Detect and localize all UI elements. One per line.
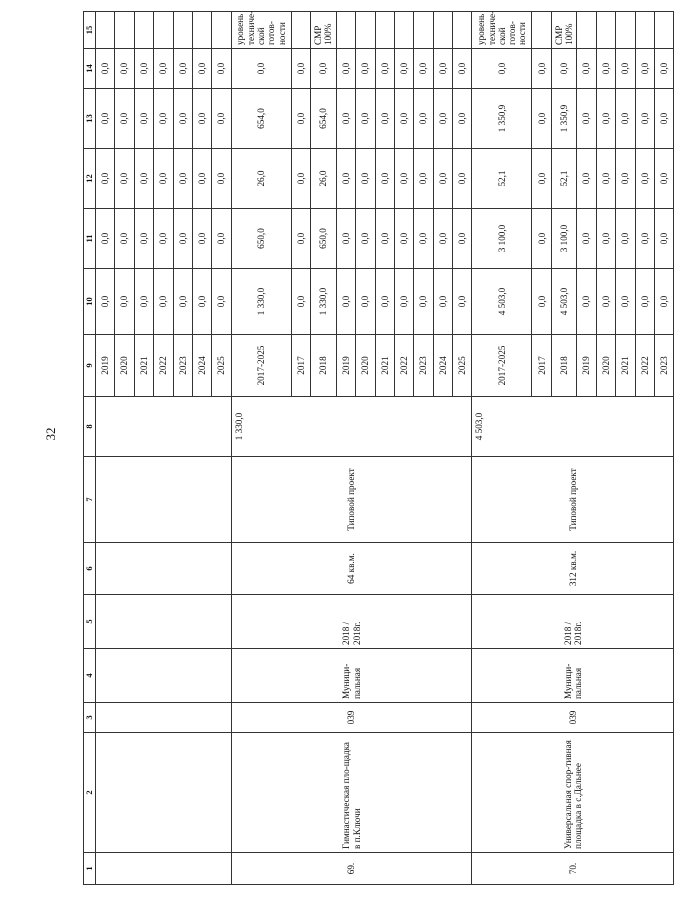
amount-cell-v14: 0,0	[154, 49, 173, 89]
amount-cell-v12: 0,0	[336, 149, 355, 209]
investment-objects-table	[83, 11, 674, 885]
amount-cell-v10: 0,0	[115, 269, 134, 335]
amount-cell-v13: 654,0	[311, 89, 337, 149]
amount-cell-v14: 0,0	[134, 49, 153, 89]
column-number-15: 15	[84, 12, 96, 49]
amount-cell-v11: 0,0	[336, 209, 355, 269]
note-cell	[115, 12, 134, 49]
column-number-11: 11	[84, 209, 96, 269]
amount-cell-v12: 0,0	[356, 149, 375, 209]
amount-cell-v10: 0,0	[577, 269, 596, 335]
amount-cell-v14: 0,0	[655, 49, 674, 89]
amount-cell-v12: 52,1	[472, 149, 532, 209]
column-number-4: 4	[84, 649, 96, 703]
amount-cell-v13: 0,0	[336, 89, 355, 149]
amount-cell-v14: 0,0	[577, 49, 596, 89]
column-number-8: 8	[84, 397, 96, 457]
column-number-1: 1	[84, 853, 96, 885]
empty-cell-col-4	[96, 649, 232, 703]
amount-cell-v11: 0,0	[96, 209, 115, 269]
amount-cell-v13: 0,0	[134, 89, 153, 149]
column-number-7: 7	[84, 457, 96, 543]
amount-cell-v14: 0,0	[433, 49, 452, 89]
project-type: Типовой проект	[231, 457, 472, 543]
amount-cell-v10: 0,0	[414, 269, 433, 335]
year-cell: 2019	[577, 335, 596, 397]
amount-cell-v11: 3 100,0	[551, 209, 577, 269]
amount-cell-v14: 0,0	[394, 49, 413, 89]
capacity: 312 кв.м.	[472, 543, 674, 595]
year-cell: 2021	[134, 335, 153, 397]
amount-cell-v13: 0,0	[291, 89, 310, 149]
estimated-cost: 1 330,0	[231, 397, 472, 457]
year-cell: 2021	[375, 335, 394, 397]
construction-period: 2018 / 2018г.	[472, 595, 674, 649]
empty-cell-col-1	[96, 853, 232, 885]
amount-cell-v11: 0,0	[655, 209, 674, 269]
amount-cell-v14: 0,0	[311, 49, 337, 89]
amount-cell-v10: 0,0	[596, 269, 615, 335]
amount-cell-v13: 1 350,9	[472, 89, 532, 149]
construction-period: 2018 / 2018г.	[231, 595, 472, 649]
amount-cell-v14: 0,0	[375, 49, 394, 89]
amount-cell-v11: 0,0	[635, 209, 654, 269]
amount-cell-v11: 0,0	[173, 209, 192, 269]
note-cell	[134, 12, 153, 49]
column-number-5: 5	[84, 595, 96, 649]
page-number: 32	[43, 427, 58, 441]
amount-cell-v12: 0,0	[134, 149, 153, 209]
note-cell	[532, 12, 551, 49]
amount-cell-v10: 0,0	[453, 269, 472, 335]
amount-cell-v11: 3 100,0	[472, 209, 532, 269]
amount-cell-v14: 0,0	[414, 49, 433, 89]
amount-cell-v13: 0,0	[173, 89, 192, 149]
empty-cell-col-3	[96, 703, 232, 733]
year-cell: 2021	[616, 335, 635, 397]
note-cell	[173, 12, 192, 49]
object-code: 039	[472, 703, 674, 733]
note-cell	[96, 12, 115, 49]
note-cell	[433, 12, 452, 49]
year-cell: 2023	[655, 335, 674, 397]
amount-cell-v12: 52,1	[551, 149, 577, 209]
empty-cell-col-8	[96, 397, 232, 457]
amount-cell-v14: 0,0	[212, 49, 231, 89]
amount-cell-v11: 0,0	[433, 209, 452, 269]
note-cell	[192, 12, 211, 49]
amount-cell-v13: 0,0	[394, 89, 413, 149]
note-cell: уровень техниче-ской готов-ности	[472, 12, 532, 49]
year-cell: 2023	[414, 335, 433, 397]
table-body	[96, 12, 674, 885]
amount-cell-v10: 0,0	[356, 269, 375, 335]
note-cell	[375, 12, 394, 49]
amount-cell-v10: 0,0	[212, 269, 231, 335]
object-name: Гимнастическая пло-щадка в п.Ключи	[231, 733, 472, 853]
column-number-10: 10	[84, 269, 96, 335]
note-cell	[394, 12, 413, 49]
amount-cell-v10: 4 503,0	[551, 269, 577, 335]
column-number-3: 3	[84, 703, 96, 733]
year-cell: 2019	[336, 335, 355, 397]
object-number: 70.	[472, 853, 674, 885]
amount-cell-v14: 0,0	[635, 49, 654, 89]
year-cell: 2019	[96, 335, 115, 397]
amount-cell-v12: 0,0	[394, 149, 413, 209]
amount-cell-v11: 0,0	[134, 209, 153, 269]
amount-cell-v12: 0,0	[414, 149, 433, 209]
note-cell	[655, 12, 674, 49]
amount-cell-v10: 0,0	[394, 269, 413, 335]
object-name: Универсальная спор-тивная площадка в с.Дальнее	[472, 733, 674, 853]
amount-cell-v13: 0,0	[356, 89, 375, 149]
amount-cell-v10: 1 330,0	[231, 269, 291, 335]
amount-cell-v14: 0,0	[336, 49, 355, 89]
amount-cell-v14: 0,0	[453, 49, 472, 89]
note-cell	[577, 12, 596, 49]
amount-cell-v13: 1 350,9	[551, 89, 577, 149]
amount-cell-v12: 0,0	[635, 149, 654, 209]
amount-cell-v12: 0,0	[115, 149, 134, 209]
year-cell: 2017	[291, 335, 310, 397]
amount-cell-v13: 0,0	[577, 89, 596, 149]
amount-cell-v14: 0,0	[96, 49, 115, 89]
amount-cell-v14: 0,0	[356, 49, 375, 89]
amount-cell-v12: 0,0	[655, 149, 674, 209]
amount-cell-v11: 0,0	[291, 209, 310, 269]
year-cell: 2018	[551, 335, 577, 397]
note-cell	[154, 12, 173, 49]
amount-cell-v10: 0,0	[532, 269, 551, 335]
amount-cell-v13: 0,0	[655, 89, 674, 149]
amount-cell-v11: 0,0	[577, 209, 596, 269]
amount-cell-v10: 0,0	[336, 269, 355, 335]
amount-cell-v13: 0,0	[212, 89, 231, 149]
amount-cell-v12: 0,0	[616, 149, 635, 209]
year-cell: 2020	[115, 335, 134, 397]
ownership-type: Муници-пальная	[231, 649, 472, 703]
amount-cell-v11: 650,0	[311, 209, 337, 269]
amount-cell-v10: 0,0	[134, 269, 153, 335]
year-cell: 2017-2025	[472, 335, 532, 397]
note-cell: СМР 100%	[551, 12, 577, 49]
amount-cell-v14: 0,0	[551, 49, 577, 89]
note-cell	[414, 12, 433, 49]
amount-cell-v14: 0,0	[616, 49, 635, 89]
column-number-13: 13	[84, 89, 96, 149]
year-cell: 2022	[635, 335, 654, 397]
amount-cell-v10: 0,0	[96, 269, 115, 335]
amount-cell-v12: 26,0	[311, 149, 337, 209]
note-cell	[635, 12, 654, 49]
amount-cell-v11: 0,0	[375, 209, 394, 269]
amount-cell-v13: 0,0	[616, 89, 635, 149]
amount-cell-v10: 0,0	[375, 269, 394, 335]
year-cell: 2017-2025	[231, 335, 291, 397]
empty-cell-col-2	[96, 733, 232, 853]
amount-cell-v13: 0,0	[154, 89, 173, 149]
year-cell: 2018	[311, 335, 337, 397]
amount-cell-v11: 0,0	[596, 209, 615, 269]
object-number: 69.	[231, 853, 472, 885]
empty-cell-col-7	[96, 457, 232, 543]
amount-cell-v14: 0,0	[291, 49, 310, 89]
amount-cell-v11: 0,0	[532, 209, 551, 269]
column-number-9: 9	[84, 335, 96, 397]
amount-cell-v10: 0,0	[291, 269, 310, 335]
year-cell: 2022	[394, 335, 413, 397]
note-cell	[356, 12, 375, 49]
amount-cell-v12: 0,0	[96, 149, 115, 209]
amount-cell-v10: 0,0	[635, 269, 654, 335]
amount-cell-v12: 0,0	[192, 149, 211, 209]
amount-cell-v12: 0,0	[532, 149, 551, 209]
ownership-type: Муници-пальная	[472, 649, 674, 703]
note-cell	[616, 12, 635, 49]
amount-cell-v13: 0,0	[96, 89, 115, 149]
note-cell	[212, 12, 231, 49]
amount-cell-v14: 0,0	[532, 49, 551, 89]
table-container	[83, 10, 670, 885]
amount-cell-v14: 0,0	[192, 49, 211, 89]
amount-cell-v11: 0,0	[115, 209, 134, 269]
rotated-table-frame	[83, 10, 670, 885]
year-cell: 2020	[596, 335, 615, 397]
amount-cell-v12: 26,0	[231, 149, 291, 209]
amount-cell-v14: 0,0	[472, 49, 532, 89]
year-cell: 2025	[453, 335, 472, 397]
amount-cell-v11: 0,0	[616, 209, 635, 269]
amount-cell-v11: 0,0	[192, 209, 211, 269]
amount-cell-v14: 0,0	[231, 49, 291, 89]
year-cell: 2024	[192, 335, 211, 397]
column-number-12: 12	[84, 149, 96, 209]
amount-cell-v11: 0,0	[394, 209, 413, 269]
amount-cell-v12: 0,0	[433, 149, 452, 209]
amount-cell-v10: 0,0	[616, 269, 635, 335]
amount-cell-v10: 4 503,0	[472, 269, 532, 335]
amount-cell-v12: 0,0	[375, 149, 394, 209]
amount-cell-v13: 0,0	[596, 89, 615, 149]
amount-cell-v12: 0,0	[212, 149, 231, 209]
year-cell: 2017	[532, 335, 551, 397]
amount-cell-v12: 0,0	[154, 149, 173, 209]
object-row	[472, 12, 532, 885]
amount-cell-v13: 0,0	[453, 89, 472, 149]
amount-cell-v11: 0,0	[154, 209, 173, 269]
amount-cell-v11: 0,0	[212, 209, 231, 269]
amount-cell-v13: 0,0	[115, 89, 134, 149]
year-cell: 2020	[356, 335, 375, 397]
object-code: 039	[231, 703, 472, 733]
amount-cell-v11: 0,0	[356, 209, 375, 269]
year-cell: 2025	[212, 335, 231, 397]
amount-cell-v10: 0,0	[655, 269, 674, 335]
amount-cell-v13: 0,0	[532, 89, 551, 149]
amount-cell-v13: 0,0	[192, 89, 211, 149]
amount-cell-v12: 0,0	[596, 149, 615, 209]
empty-cell-col-6	[96, 543, 232, 595]
note-cell: СМР 100%	[311, 12, 337, 49]
amount-cell-v13: 0,0	[414, 89, 433, 149]
amount-cell-v12: 0,0	[291, 149, 310, 209]
column-number-14: 14	[84, 49, 96, 89]
year-cell: 2023	[173, 335, 192, 397]
amount-cell-v12: 0,0	[577, 149, 596, 209]
note-cell	[291, 12, 310, 49]
amount-cell-v12: 0,0	[453, 149, 472, 209]
note-cell	[453, 12, 472, 49]
amount-cell-v10: 0,0	[173, 269, 192, 335]
amount-cell-v13: 654,0	[231, 89, 291, 149]
column-number-6: 6	[84, 543, 96, 595]
amount-cell-v11: 650,0	[231, 209, 291, 269]
amount-cell-v13: 0,0	[635, 89, 654, 149]
column-number-header-row	[84, 12, 96, 885]
amount-cell-v10: 0,0	[433, 269, 452, 335]
amount-cell-v14: 0,0	[115, 49, 134, 89]
project-type: Типовой проект	[472, 457, 674, 543]
amount-cell-v13: 0,0	[433, 89, 452, 149]
amount-cell-v13: 0,0	[375, 89, 394, 149]
amount-cell-v10: 0,0	[154, 269, 173, 335]
capacity: 64 кв.м.	[231, 543, 472, 595]
amount-cell-v11: 0,0	[414, 209, 433, 269]
continuation-row	[96, 12, 115, 885]
note-cell: уровень техниче-ской готов-ности	[231, 12, 291, 49]
object-row	[231, 12, 291, 885]
note-cell	[596, 12, 615, 49]
note-cell	[336, 12, 355, 49]
amount-cell-v10: 0,0	[192, 269, 211, 335]
amount-cell-v14: 0,0	[596, 49, 615, 89]
empty-cell-col-5	[96, 595, 232, 649]
amount-cell-v12: 0,0	[173, 149, 192, 209]
year-cell: 2024	[433, 335, 452, 397]
year-cell: 2022	[154, 335, 173, 397]
estimated-cost: 4 503,0	[472, 397, 674, 457]
amount-cell-v14: 0,0	[173, 49, 192, 89]
column-number-2: 2	[84, 733, 96, 853]
amount-cell-v10: 1 330,0	[311, 269, 337, 335]
amount-cell-v11: 0,0	[453, 209, 472, 269]
